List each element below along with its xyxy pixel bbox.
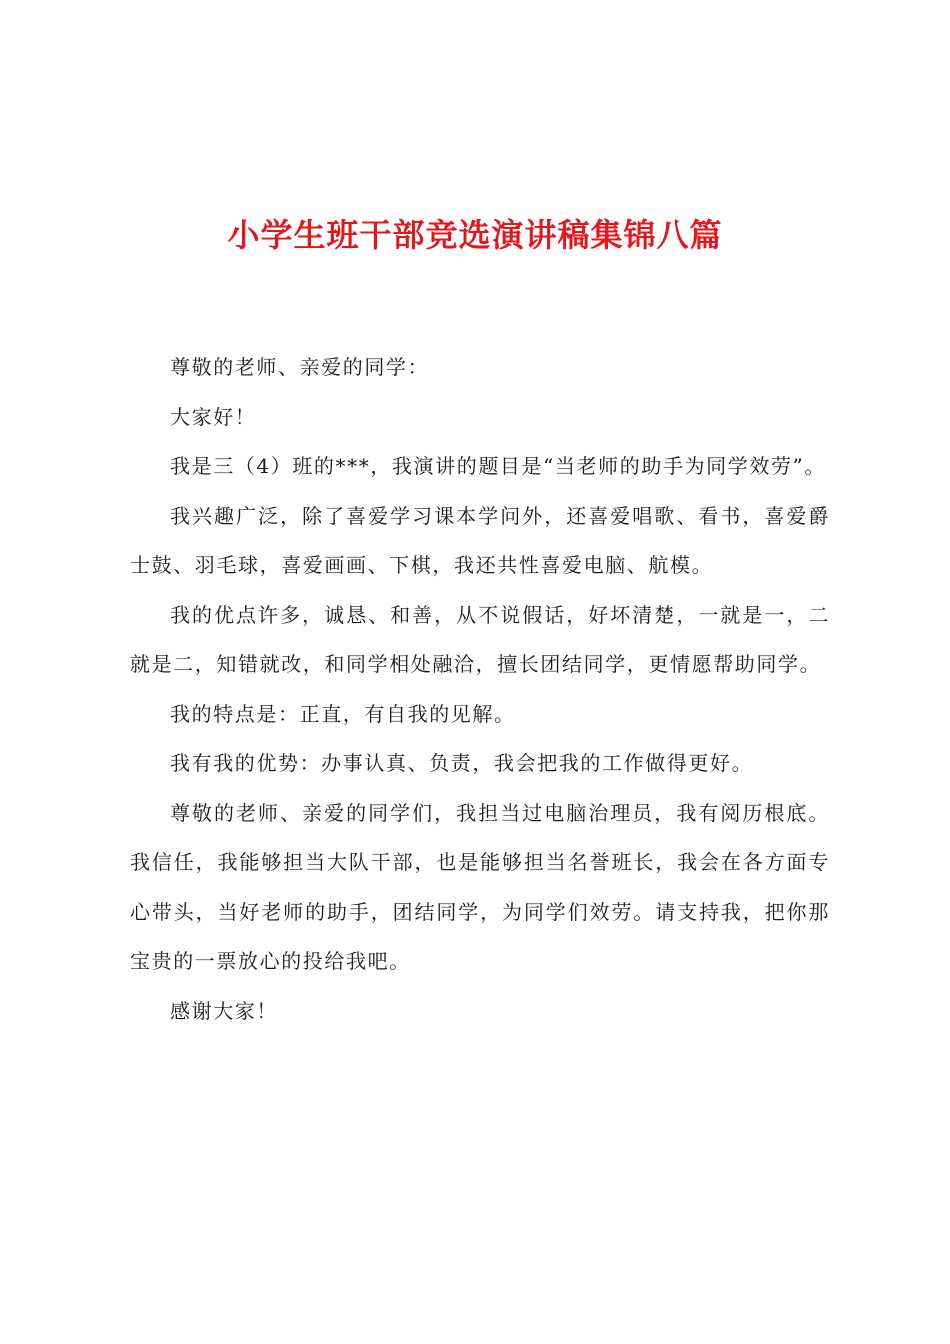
document-title: 小学生班干部竞选演讲稿集锦八篇 [227,216,723,254]
paragraph-interests: 我兴趣广泛，除了喜爱学习课本学问外，还喜爱唱歌、看书，喜爱爵士鼓、羽毛球，喜爱画画、下棋，我还共性喜爱电脑、航模。 [130,503,830,577]
paragraph-strengths: 我的优点许多，诚恳、和善，从不说假话，好坏清楚，一就是一，二就是二，知错就改，和同学相处融洽，擅长团结同学，更情愿帮助同学。 [130,602,830,676]
paragraph-traits: 我的特点是：正直，有自我的见解。 [170,701,516,726]
paragraph-introduction: 我是三（4）班的***，我演讲的题目是“当老师的助手为同学效劳”。 [170,454,826,478]
paragraph-salutation: 尊敬的老师、亲爱的同学： [170,355,430,379]
paragraph-greeting: 大家好！ [170,404,257,429]
document-body [130,343,830,1036]
paragraph-appeal: 尊敬的老师、亲爱的同学们，我担当过电脑治理员，我有阅历根底。我信任，我能够担当大队干部，也是能够担当名誉班长，我会在各方面专心带头，当好老师的助手，团结同学，为同学们效劳。请支持我，把你那宝贵的一票放心的投给我吧。 [130,800,830,973]
paragraph-advantages: 我有我的优势：办事认真、负责，我会把我的工作做得更好。 [170,751,754,775]
paragraph-closing: 感谢大家！ [170,998,278,1023]
